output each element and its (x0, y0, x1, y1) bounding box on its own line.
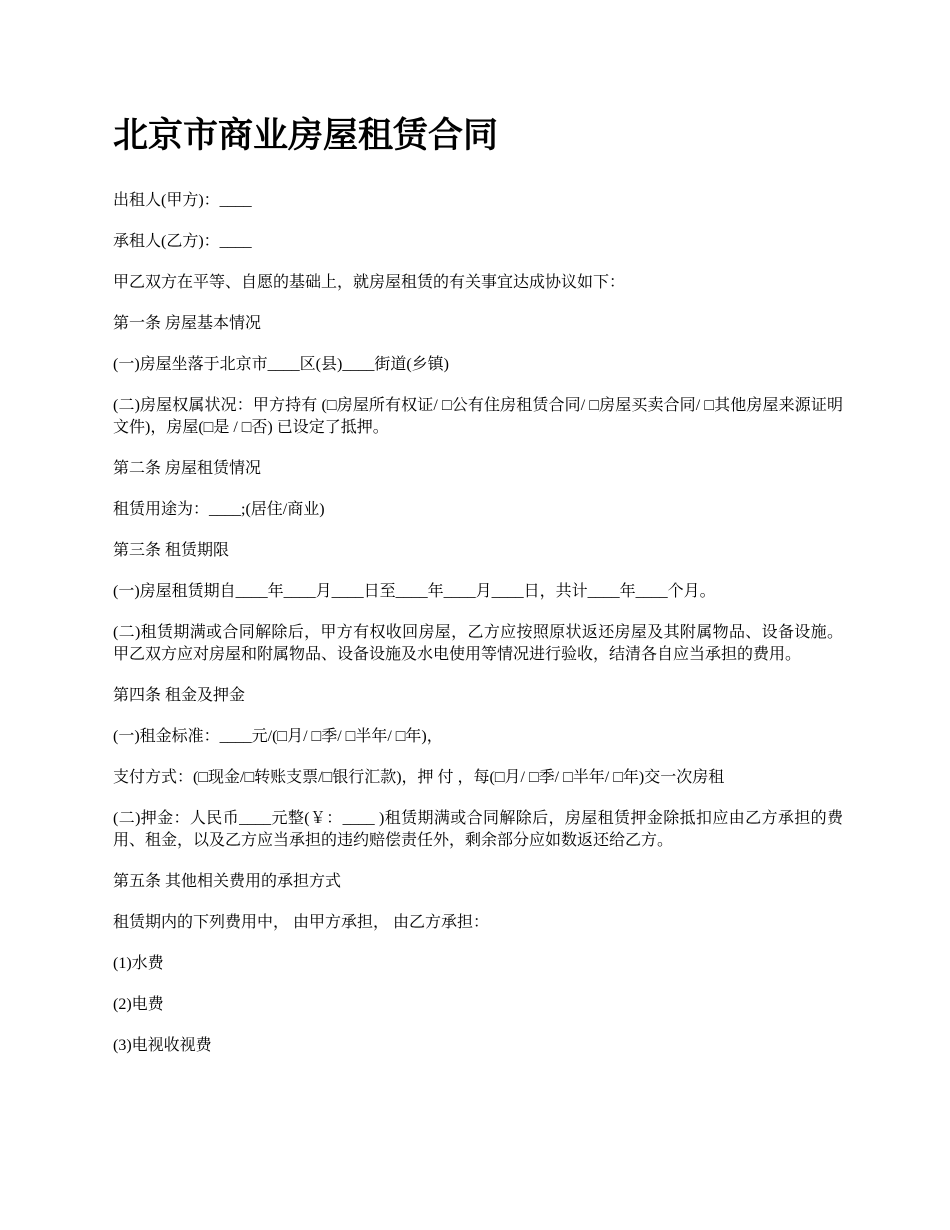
article-1-heading: 第一条 房屋基本情况 (113, 315, 262, 332)
party-b-line: 承租人(乙方)：____ (113, 233, 252, 250)
fee-item-electricity: (2)电费 (113, 996, 164, 1013)
article-4-clause-1: (一)租金标准：____元/(□月/ □季/ □半年/ □年)， (113, 728, 443, 745)
article-4-payment-method: 支付方式：(□现金/□转账支票/□银行汇款)，押 付 ，每(□月/ □季/ □半年/ □年)交一次房租 (113, 769, 725, 786)
article-5-heading: 第五条 其他相关费用的承担方式 (113, 873, 342, 890)
article-3-clause-2: (二)租赁期满或合同解除后，甲方有权收回房屋，乙方应按照原状返还房屋及其附属物品、设备设施。甲乙双方应对房屋和附属物品、设备设施及水电使用等情况进行验收，结清各自应当承担的费用。 (113, 624, 843, 663)
party-a-line: 出租人(甲方)：____ (113, 192, 252, 209)
article-5-intro: 租赁期内的下列费用中， 由甲方承担， 由乙方承担： (113, 914, 490, 931)
article-2-clause-1: 租赁用途为：____;(居住/商业) (113, 501, 325, 518)
article-4-clause-2: (二)押金：人民币____元整(￥：____ )租赁期满或合同解除后，房屋租赁押金除抵扣应由乙方承担的费用、租金，以及乙方应当承担的违约赔偿责任外，剩余部分应如数返还给乙方。 (113, 810, 843, 849)
article-1-clause-1: (一)房屋坐落于北京市____区(县)____街道(乡镇) (113, 356, 449, 373)
fee-item-water: (1)水费 (113, 955, 164, 972)
preamble: 甲乙双方在平等、自愿的基础上，就房屋租赁的有关事宜达成协议如下： (113, 274, 626, 291)
article-3-heading: 第三条 租赁期限 (113, 542, 230, 559)
article-4-heading: 第四条 租金及押金 (113, 687, 246, 704)
article-2-heading: 第二条 房屋租赁情况 (113, 460, 262, 477)
document-body (113, 112, 843, 1076)
article-3-clause-1: (一)房屋租赁期自____年____月____日至____年____月____日，共计____年____个月。 (113, 583, 716, 600)
document-title: 北京市商业房屋租赁合同 (113, 115, 499, 156)
fee-item-tv: (3)电视收视费 (113, 1037, 212, 1054)
article-1-clause-2: (二)房屋权属状况：甲方持有 (□房屋所有权证/ □公有住房租赁合同/ □房屋买卖合同/ □其他房屋来源证明文件)，房屋(□是 / □否) 已设定了抵押。 (113, 397, 843, 436)
